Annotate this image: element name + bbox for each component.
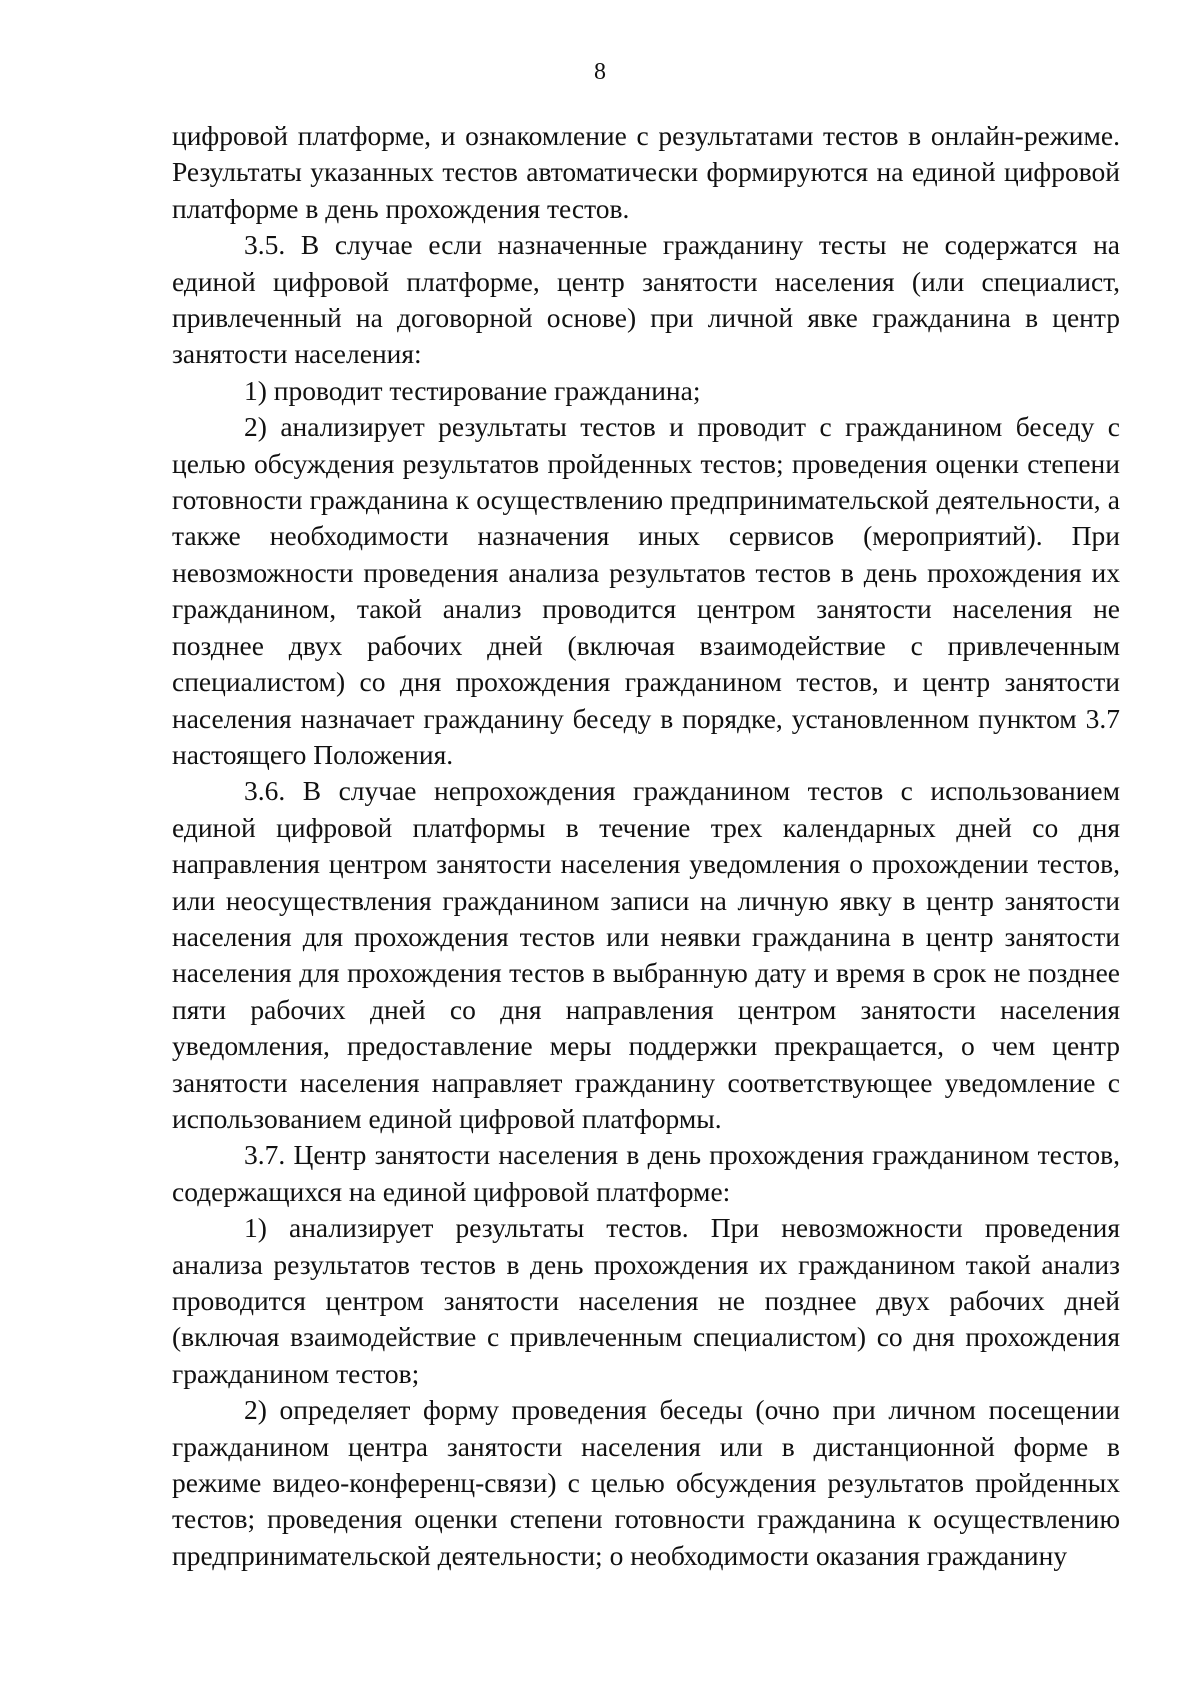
paragraph-3-5-item-2: 2) анализирует результаты тестов и проводит с гражданином беседу с целью обсуждения результатов пройденных тестов; проведения оценки степени готовности гражданина к осуществлению предпринимательской деятельности, а также необходимости назначения иных сервисов (мероприятий). При невозможности проведения анализа результатов тестов в день прохождения их гражданином, такой анализ проводится центром занятости населения не позднее двух рабочих дней (включая взаимодействие с привлеченным специалистом) со дня прохождения гражданином тестов, и центр занятости населения назначает гражданину беседу в порядке, установленном пунктом 3.7 настоящего Положения. bbox=[172, 411, 1120, 770]
page-number: 8 bbox=[594, 59, 606, 85]
paragraph-3-5-item-1: 1) проводит тестирование гражданина; bbox=[244, 374, 701, 406]
paragraph-continuation: цифровой платформе, и ознакомление с результатами тестов в онлайн-режиме. Результаты указанных тестов автоматически формируются на единой цифровой платформе в день прохождения тестов. bbox=[172, 120, 1120, 224]
paragraph-3-6: 3.6. В случае непрохождения гражданином тестов с использованием единой цифровой платформы в течение трех календарных дней со дня направления центром занятости населения уведомления о прохождении тестов, или неосуществления гражданином записи на личную явку в центр занятости населения для прохождения тестов или неявки гражданина в центр занятости населения для прохождения тестов в выбранную дату и время в срок не позднее пяти рабочих дней со дня направления центром занятости населения уведомления, предоставление меры поддержки прекращается, о чем центр занятости населения направляет гражданину соответствующее уведомление с использованием единой цифровой платформы. bbox=[172, 775, 1120, 1134]
document-body bbox=[172, 118, 1120, 1574]
paragraph-3-7-item-2: 2) определяет форму проведения беседы (очно при личном посещении гражданином центра занятости населения или в дистанционной форме в режиме видео-конференц-связи) с целью обсуждения результатов пройденных тестов; проведения оценки степени готовности гражданина к осуществлению предпринимательской деятельности; о необходимости оказания гражданину bbox=[172, 1394, 1120, 1571]
paragraph-3-7: 3.7. Центр занятости населения в день прохождения гражданином тестов, содержащихся на единой цифровой платформе: bbox=[172, 1139, 1120, 1207]
paragraph-3-5: 3.5. В случае если назначенные гражданину тесты не содержатся на единой цифровой платформе, центр занятости населения (или специалист, привлеченный на договорной основе) при личной явке гражданина в центр занятости населения: bbox=[172, 229, 1120, 370]
paragraph-3-7-item-1: 1) анализирует результаты тестов. При невозможности проведения анализа результатов тестов в день прохождения их гражданином такой анализ проводится центром занятости населения не позднее двух рабочих дней (включая взаимодействие с привлеченным специалистом) со дня прохождения гражданином тестов; bbox=[172, 1212, 1120, 1389]
